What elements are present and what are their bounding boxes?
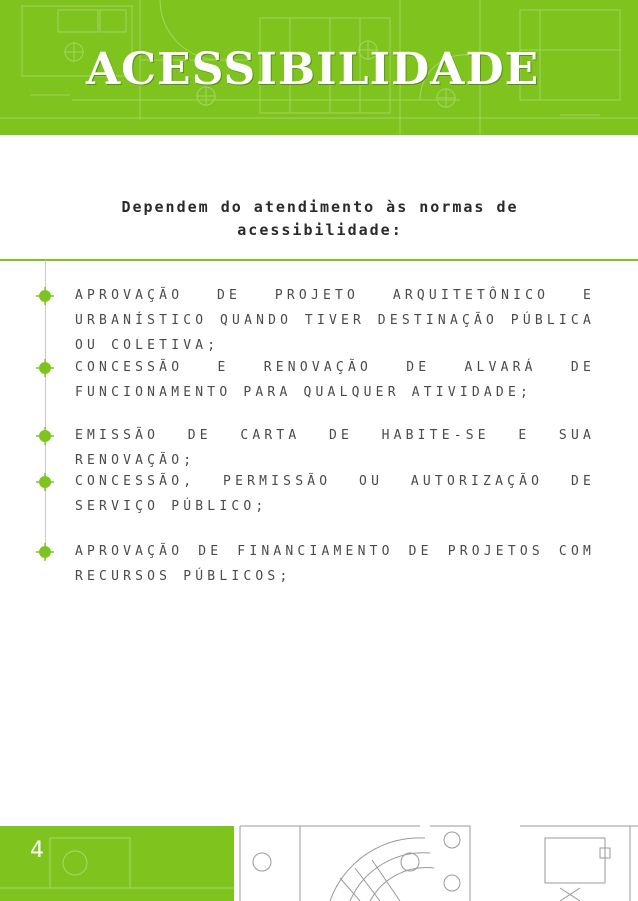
- crosshair-bullet-icon: [36, 287, 54, 305]
- section-subtitle: [70, 196, 570, 242]
- crosshair-bullet-icon: [36, 543, 54, 561]
- crosshair-bullet-icon: [36, 473, 54, 491]
- subtitle-line-2: acessibilidade:: [237, 221, 403, 239]
- list-item-text: APROVAÇÃO DE PROJETO ARQUITETÔNICO E URBANÍSTICO QUANDO TIVER DESTINAÇÃO PÚBLICA OU COLETIVA;: [75, 288, 595, 353]
- page-number: 4: [30, 838, 44, 863]
- list-item-text: CONCESSÃO E RENOVAÇÃO DE ALVARÁ DE FUNCIONAMENTO PARA QUALQUER ATIVIDADE;: [75, 360, 595, 400]
- subtitle-line-1: Dependem do atendimento às normas de: [121, 198, 519, 216]
- page-title: ACESSIBILIDADE: [86, 44, 540, 95]
- list-item-text: EMISSÃO DE CARTA DE HABITE-SE E SUA RENOVAÇÃO;: [75, 428, 595, 468]
- vertical-guide-line: [45, 260, 46, 560]
- header-banner: [0, 0, 638, 135]
- floor-plan-drawing: [0, 818, 638, 901]
- list-item-text: APROVAÇÃO DE FINANCIAMENTO DE PROJETOS COM RECURSOS PÚBLICOS;: [75, 544, 595, 584]
- crosshair-bullet-icon: [36, 359, 54, 377]
- horizontal-rule: [0, 259, 638, 261]
- crosshair-bullet-icon: [36, 427, 54, 445]
- list-item-text: CONCESSÃO, PERMISSÃO OU AUTORIZAÇÃO DE SERVIÇO PÚBLICO;: [75, 474, 595, 514]
